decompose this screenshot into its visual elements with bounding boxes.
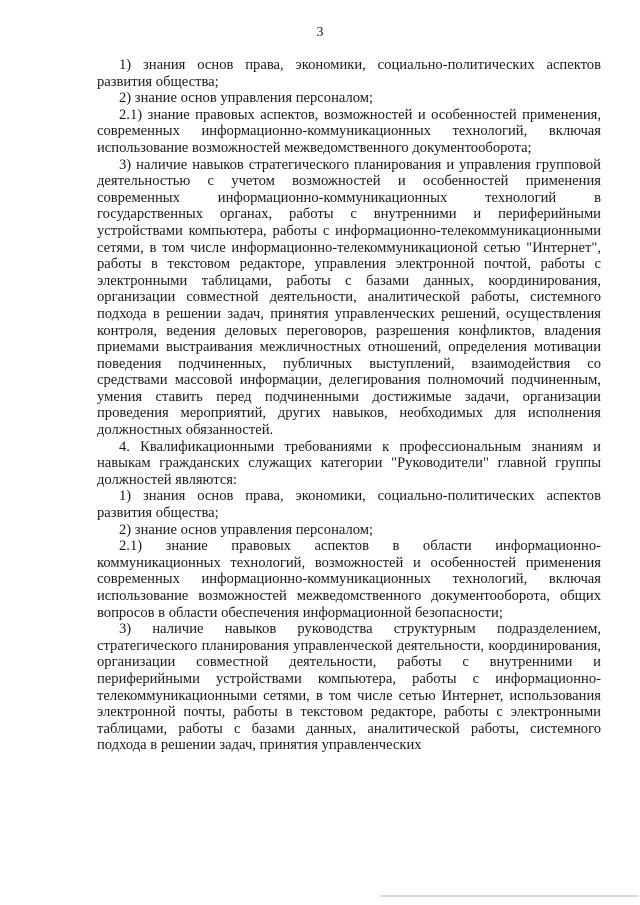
document-body — [97, 57, 601, 754]
paragraph-4: 3) наличие навыков стратегического планирования и управления групповой деятельностью с учетом возможностей и особенностей применения современных информационно-коммуникационных технологий в государственных органах, работы с внутренними и периферийными устройствами компьютера, работы с информационно-телекоммуникационными сетями, в том числе информационно-телекоммуникационой сетью "Интернет", работы в текстовом редакторе, управления электронной почтой, работы с электронными таблицами, работы с базами данных, координирования, организации совместной деятельности, аналитической работы, системного подхода в решении задач, принятия управленческих решений, осуществления контроля, ведения деловых переговоров, разрешения конфликтов, владения приемами выстраивания межличностных отношений, определения мотивации поведения подчиненных, публичных выступлений, взаимодействия со средствами массовой информации, делегирования полномочий подчиненным, умения ставить перед подчиненными достижимые задачи, организации проведения мероприятий, других навыков, необходимых для исполнения должностных обязанностей. — [97, 156, 601, 439]
paragraph-2: 2) знание основ управления персоналом; — [119, 90, 374, 107]
page-number: 3 — [316, 25, 324, 40]
paragraph-1: 1) знания основ права, экономики, социально-политических аспектов развития общества; — [97, 57, 601, 90]
scan-edge-line — [380, 895, 638, 897]
paragraph-5: 4. Квалификационными требованиями к профессиональным знаниям и навыкам гражданских служащих категории "Руководители" главной группы должностей являются: — [97, 438, 601, 488]
paragraph-3: 2.1) знание правовых аспектов, возможностей и особенностей применения, современных информационно-коммуникационных технологий, включая использование возможностей межведомственного документооборота; — [97, 106, 601, 156]
paragraph-6: 1) знания основ права, экономики, социально-политических аспектов развития общества; — [97, 488, 601, 522]
paragraph-8: 2.1) знание правовых аспектов в области информационно-коммуникационных технологий, возможностей и особенностей применения современных информационно-коммуникационных технологий, включая использование возможностей межведомственного документооборота, общих вопросов в области обеспечения информационной безопасности; — [97, 538, 601, 621]
paragraph-9: 3) наличие навыков руководства структурным подразделением, стратегического планирования управленческой деятельности, координирования, организации совместной деятельности, работы с внутренними и периферийными устройствами компьютера, работы с информационно-телекоммуникационными сетями, в том числе сетью Интернет, использования электронной почты, работы в текстовом редакторе, работы с электронными таблицами, работы с базами данных, аналитической работы, системного подхода в решении задач, принятия управленческих — [97, 621, 601, 754]
paragraph-7: 2) знание основ управления персоналом; — [119, 521, 374, 538]
